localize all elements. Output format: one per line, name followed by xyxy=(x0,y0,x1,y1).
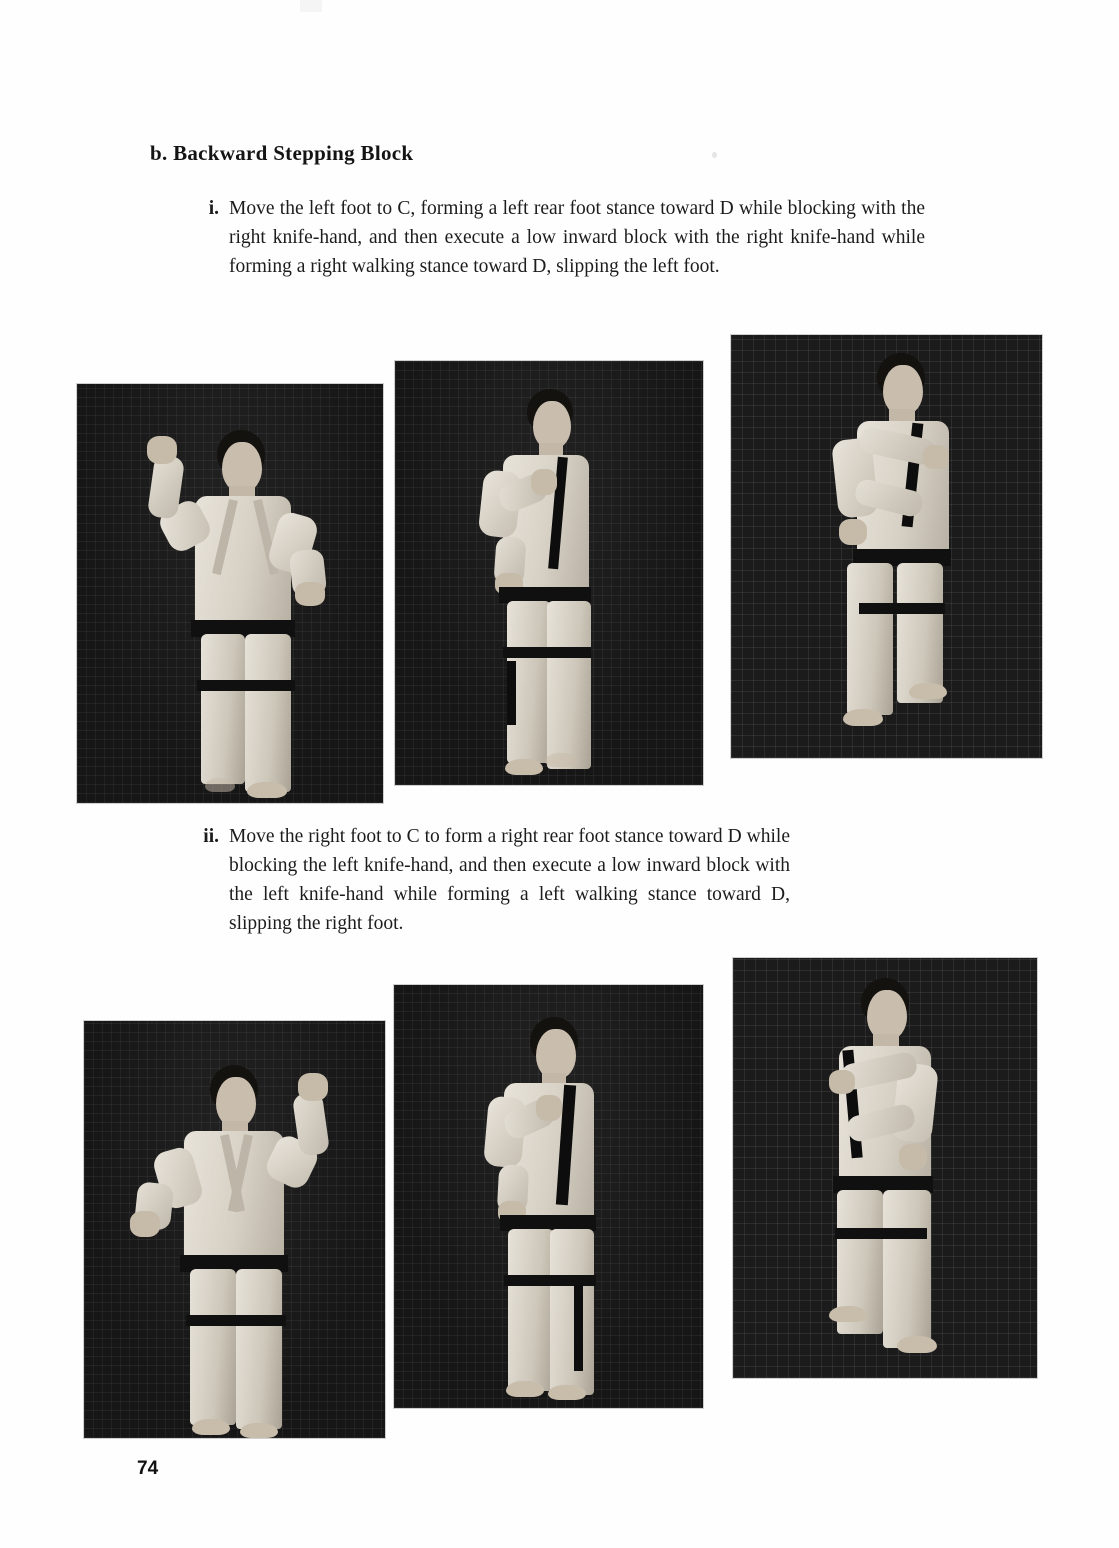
instruction-paragraph-ii xyxy=(185,822,790,938)
instruction-paragraph-i xyxy=(185,194,925,281)
list-marker-i: i. xyxy=(208,198,219,219)
scan-artifact-top xyxy=(300,0,322,12)
instruction-text-i: Move the left foot to C, forming a left rear foot stance toward D while blocking with the right knife-hand, and then execute a low inward block with the right knife-hand while forming a right walking stance toward D, slipping the left foot. xyxy=(229,198,925,277)
page-number: 74 xyxy=(137,1458,159,1479)
figure-practitioner xyxy=(731,335,1042,758)
figure-practitioner xyxy=(394,985,703,1408)
photo-step-ii-2 xyxy=(394,985,703,1408)
photo-step-i-1 xyxy=(77,384,383,803)
figure-practitioner xyxy=(733,958,1037,1378)
figure-practitioner xyxy=(84,1021,385,1438)
photo-step-i-3 xyxy=(731,335,1042,758)
list-marker-ii: ii. xyxy=(203,826,219,847)
photo-step-ii-3 xyxy=(733,958,1037,1378)
photo-step-ii-1 xyxy=(84,1021,385,1438)
figure-practitioner xyxy=(77,384,383,803)
instruction-text-ii: Move the right foot to C to form a right rear foot stance toward D while blocking the left knife-hand, and then execute a low inward block with the left knife-hand while forming a left walking stance toward D, slipping the right foot. xyxy=(229,826,790,934)
scan-speck xyxy=(712,152,717,158)
photo-step-i-2 xyxy=(395,361,703,785)
figure-practitioner xyxy=(395,361,703,785)
section-heading: b. Backward Stepping Block xyxy=(150,141,414,165)
